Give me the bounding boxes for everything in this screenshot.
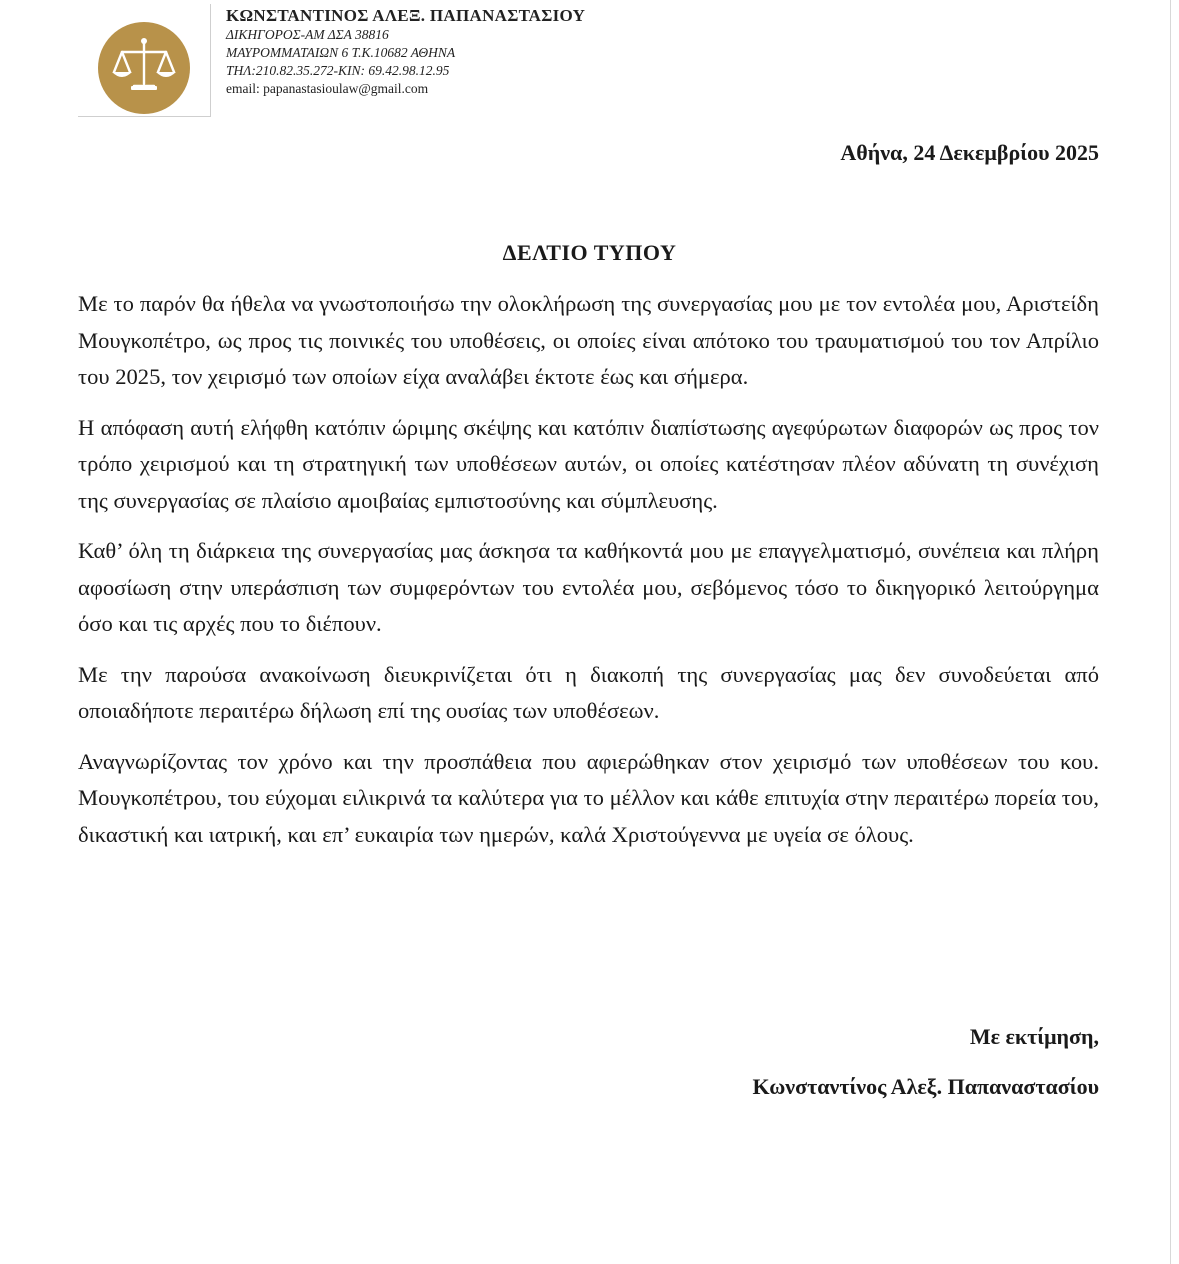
signature-name: Κωνσταντίνος Αλεξ. Παπαναστασίου (752, 1074, 1099, 1099)
document-body (78, 286, 1099, 867)
lawyer-role: ΔΙΚΗΓΟΡΟΣ-ΑΜ ΔΣΑ 38816 (226, 27, 389, 42)
paragraph: Καθ’ όλη τη διάρκεια της συνεργασίας μας άσκησα τα καθήκοντά μου με επαγγελματισμό, συνέπεια και πλήρη αφοσίωση στην υπεράσπιση των συμφερόντων του εντολέα μου, σεβόμενος τόσο το δικηγορικό λειτούργημα όσο και τις αρχές που το διέπουν. (78, 538, 1099, 636)
lawyer-address: ΜΑΥΡΟΜΜΑΤΑΙΩΝ 6 Τ.Κ.10682 ΑΘΗΝΑ (226, 45, 456, 60)
paragraph: Με το παρόν θα ήθελα να γνωστοποιήσω την ολοκλήρωση της συνεργασίας μου με τον εντολέα μου, Αριστείδη Μουγκοπέτρο, ως προς τις ποινικές του υποθέσεις, οι οποίες είναι απότοκο του τραυματισμού του τον Απρίλιο του 2025, τον χειρισμό των οποίων είχα αναλάβει έκτοτε έως και σήμερα. (78, 291, 1099, 389)
paragraph: Αναγνωρίζοντας τον χρόνο και την προσπάθεια που αφιερώθηκαν στον χειρισμό των υποθέσεων του κου. Μουγκοπέτρου, του εύχομαι ειλικρινά τα καλύτερα για το μέλλον και κάθε επιτυχία στην περαιτέρω πορεία του, δικαστική και ιατρική, και επ’ ευκαιρία των ημερών, καλά Χριστούγεννα με υγεία σε όλους. (78, 748, 1099, 847)
closing-salutation: Με εκτίμηση, (969, 1024, 1099, 1049)
paragraph: Με την παρούσα ανακοίνωση διευκρινίζεται ότι η διακοπή της συνεργασίας μας δεν συνοδεύεται από οποιαδήποτε περαιτέρω δήλωση επί της ουσίας των υποθέσεων. (78, 661, 1099, 723)
document-date: Αθήνα, 24 Δεκεμβρίου 2025 (840, 140, 1099, 165)
lawyer-phones: ΤΗΛ:210.82.35.272-ΚΙΝ: 69.42.98.12.95 (226, 63, 450, 78)
scales-of-justice-icon (98, 22, 190, 114)
letterhead-logo-box (78, 4, 211, 117)
lawyer-email: email: papanastasioulaw@gmail.com (226, 81, 429, 96)
page-edge (1170, 0, 1171, 1264)
paragraph: Η απόφαση αυτή ελήφθη κατόπιν ώριμης σκέψης και κατόπιν διαπίστωσης αγεφύρωτων διαφορών ως προς τον τρόπο χειρισμού και τη στρατηγική των υποθέσεων αυτών, οι οποίες κατέστησαν πλέον αδύνατη τη συνέχιση της συνεργασίας σε πλαίσιο αμοιβαίας εμπιστοσύνης και σύμπλευσης. (78, 414, 1099, 513)
document-title: ΔΕΛΤΙΟ ΤΥΠΟΥ (502, 240, 677, 265)
letterhead-text (226, 6, 585, 98)
lawyer-name: ΚΩΝΣΤΑΝΤΙΝΟΣ ΑΛΕΞ. ΠΑΠΑΝΑΣΤΑΣΙΟΥ (226, 6, 586, 25)
